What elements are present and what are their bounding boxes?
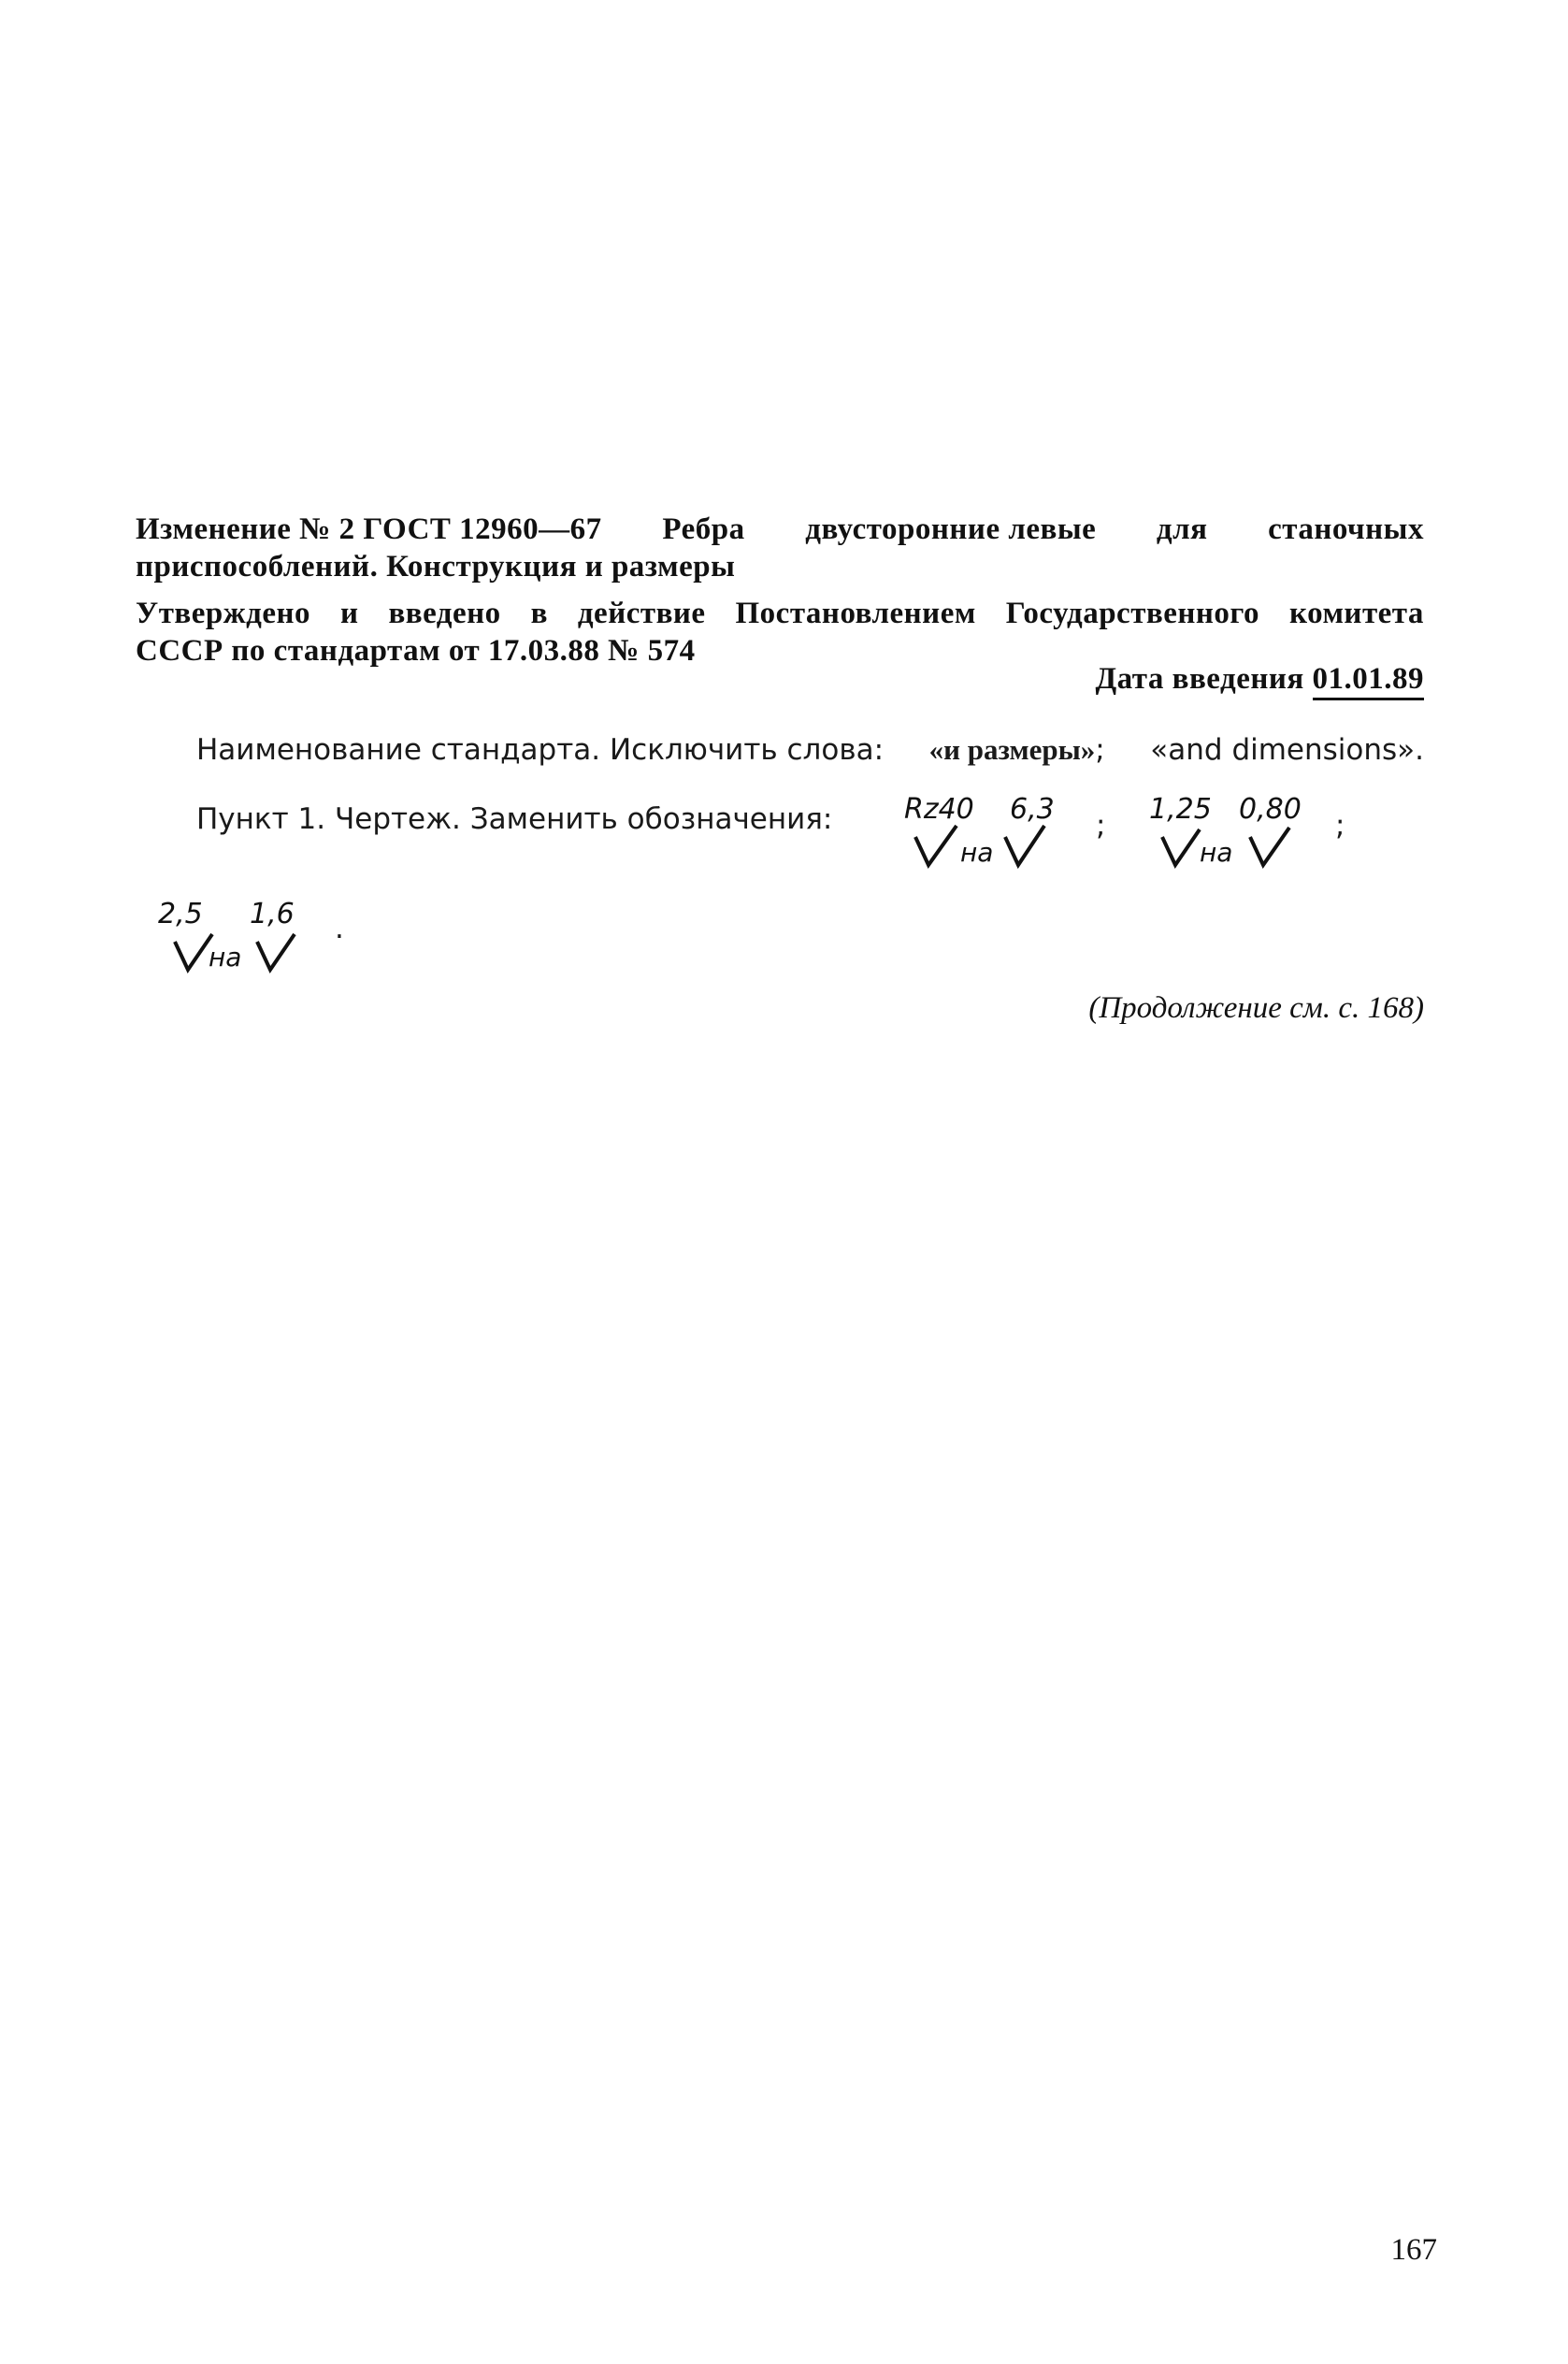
roughness-value-left: Rz40 <box>904 793 974 826</box>
approval-word: Утверждено <box>136 597 311 630</box>
effective-date <box>1095 662 1424 697</box>
roughness-between: на <box>1200 837 1233 868</box>
approval-word: в <box>530 597 548 630</box>
item-1-text: Пункт 1. Чертеж. Заменить обозначения: <box>196 802 833 836</box>
roughness-value-left: 1,25 <box>1149 793 1212 826</box>
amendment-title-part: для <box>1156 512 1208 546</box>
check-mark-icon <box>1005 826 1044 865</box>
check-mark-icon <box>175 934 212 970</box>
effective-date-value: 01.01.89 <box>1313 662 1425 700</box>
check-mark-icon <box>1162 829 1200 865</box>
continuation-note: (Продолжение см. с. 168) <box>1088 991 1424 1025</box>
amendment-title-part: Изменение № 2 ГОСТ 12960—67 <box>136 512 602 546</box>
symbol-separator: ; <box>1096 809 1106 843</box>
check-mark-icon <box>257 934 295 970</box>
roughness-symbol-pair-1 <box>902 790 1089 888</box>
amendment-title-part: Ребра <box>662 512 745 546</box>
standard-name-prefix: Наименование стандарта. Исключить слова: <box>196 733 885 767</box>
roughness-symbol-graphic <box>154 893 341 987</box>
roughness-value-right: 1,6 <box>250 898 295 930</box>
separator-semicolon: ; <box>1095 733 1105 767</box>
approval-word: комитета <box>1289 597 1424 630</box>
approval-word: введено <box>388 597 501 630</box>
check-mark-icon <box>1250 828 1289 865</box>
amendment-title-line-1 <box>136 512 1424 547</box>
approval-word: и <box>339 597 359 630</box>
roughness-symbol-pair-3 <box>154 893 341 991</box>
roughness-symbol-pair-2 <box>1145 790 1332 888</box>
page-number: 167 <box>1390 2233 1437 2267</box>
approval-word: действие <box>577 597 706 630</box>
amendment-title-line-2: приспособлений. Конструкция и размеры <box>136 550 736 584</box>
amendment-title-part: двусторонние левые <box>805 512 1097 546</box>
approval-word: Постановлением <box>735 597 976 630</box>
approval-line-1 <box>136 597 1424 631</box>
excluded-words-en: «and dimensions». <box>1150 733 1424 767</box>
roughness-value-right: 6,3 <box>1010 793 1055 826</box>
symbol-separator: ; <box>1335 809 1345 843</box>
roughness-value-left: 2,5 <box>158 898 203 930</box>
roughness-symbol-graphic <box>902 790 1089 884</box>
approval-line-2: СССР по стандартам от 17.03.88 № 574 <box>136 634 696 668</box>
effective-date-label: Дата введения <box>1095 662 1304 696</box>
roughness-between: на <box>960 837 994 868</box>
excluded-words-group <box>929 733 1105 767</box>
amendment-title-part: станочных <box>1268 512 1424 546</box>
roughness-symbol-graphic <box>1145 790 1332 884</box>
symbol-terminator: . <box>335 912 344 945</box>
roughness-between: на <box>209 942 242 973</box>
check-mark-icon <box>915 826 957 865</box>
standard-name-paragraph <box>196 733 1424 767</box>
approval-word: Государственного <box>1005 597 1260 630</box>
roughness-value-right: 0,80 <box>1239 793 1302 826</box>
excluded-words-ru: «и размеры» <box>928 733 1096 766</box>
